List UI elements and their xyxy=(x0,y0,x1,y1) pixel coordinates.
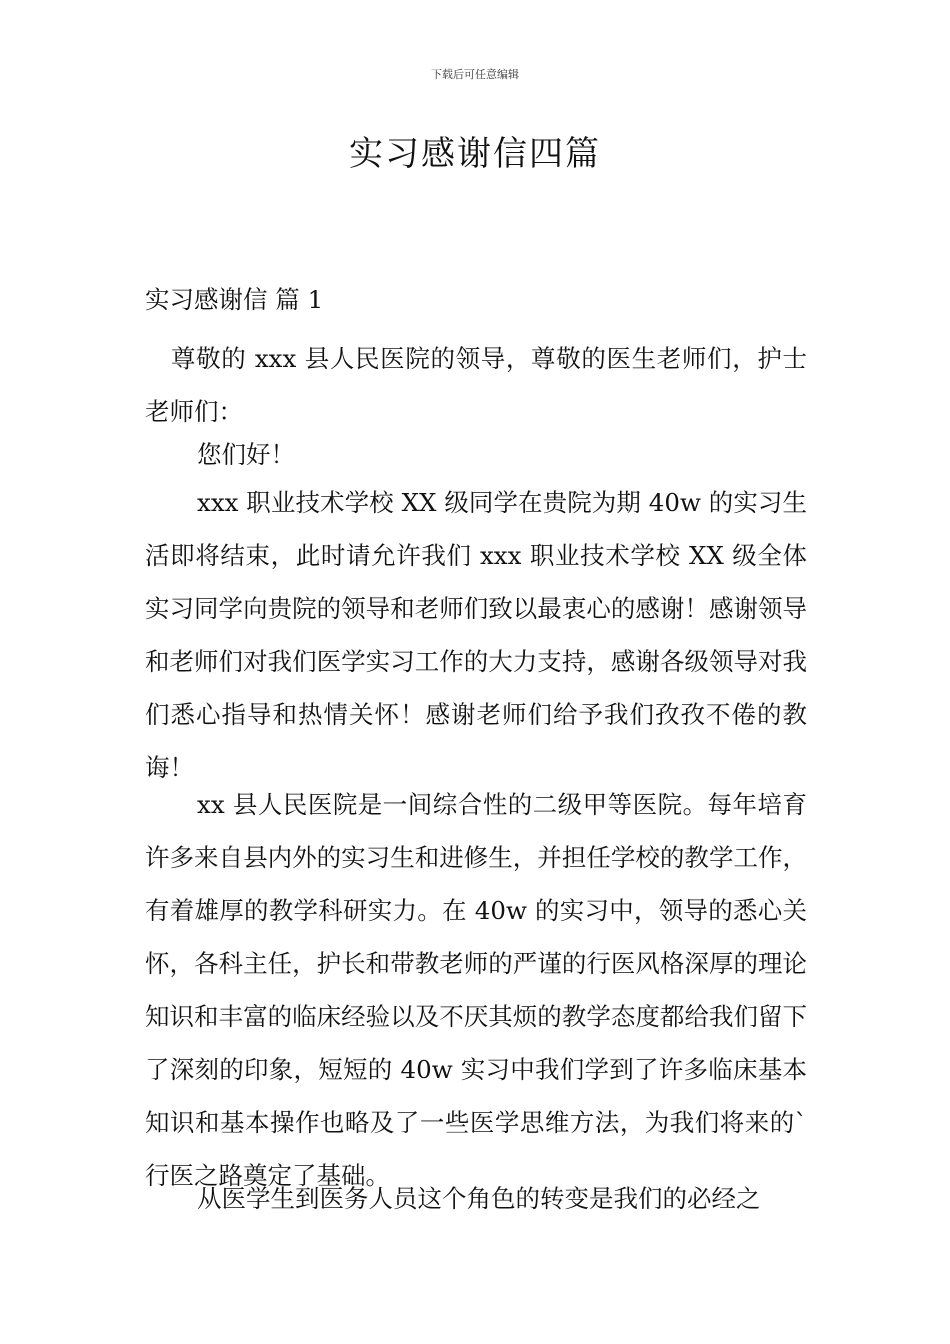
body-paragraph: 从医学生到医务人员这个角色的转变是我们的必经之 xyxy=(197,1184,761,1213)
header-note: 下载后可任意编辑 xyxy=(431,68,519,81)
salutation: 尊敬的 xxx 县人民医院的领导，尊敬的医生老师们，护士老师们： xyxy=(145,344,807,426)
greeting: 您们好！ xyxy=(197,440,295,469)
section-heading: 实习感谢信 篇 1 xyxy=(145,285,324,314)
document-title: 实习感谢信四篇 xyxy=(349,134,601,174)
body-paragraph: xx 县人民医院是一间综合性的二级甲等医院。每年培育许多来自县内外的实习生和进修生，并担任学校的教学工作，有着雄厚的教学科研实力。在 40w 的实习中，领导的悉心关怀，各科主任，护长和带教老师的严谨的行医风格深厚的理论知识和丰富的临床经验以及不厌其烦的教学态度都给我们留下了深刻的印象，短短的 40w 实习中我们学到了许多临床基本知识和基本操作也略及了一些医学思维方法，为我们将来的`行医之路奠定了基础。 xyxy=(145,790,807,1190)
body-paragraph: xxx 职业技术学校 XX 级同学在贵院为期 40w 的实习生活即将结束，此时请允许我们 xxx 职业技术学校 XX 级全体实习同学向贵院的领导和老师们致以最衷心的感谢！感谢领导和老师们对我们医学实习工作的大力支持，感谢各级领导对我们悉心指导和热情关怀！感谢老师们给予我们孜孜不倦的教诲！ xyxy=(145,488,807,782)
